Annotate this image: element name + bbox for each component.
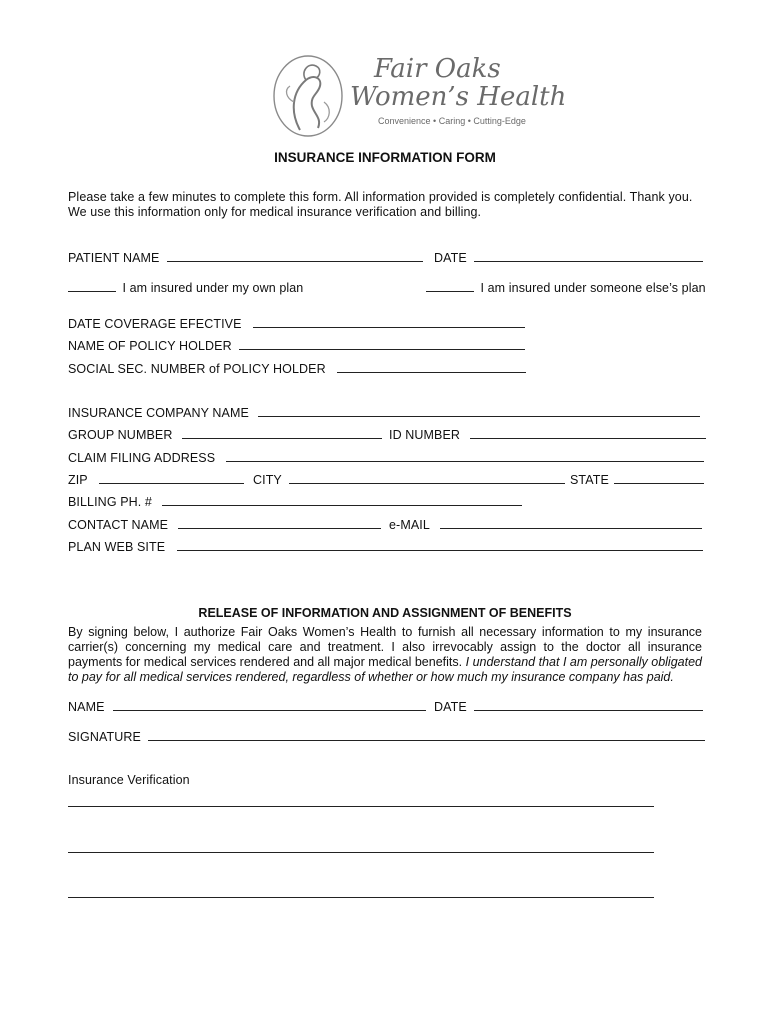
verification-line-3[interactable]: [68, 886, 654, 898]
verification-label: Insurance Verification: [68, 773, 190, 787]
signoff-name-field[interactable]: [113, 699, 426, 711]
group-number-field[interactable]: [182, 427, 382, 439]
own-plan-option: [68, 280, 303, 295]
holder-name-label: NAME OF POLICY HOLDER: [68, 339, 232, 353]
claim-address-field[interactable]: [226, 450, 704, 462]
intro-line-1: Please take a few minutes to complete this form. All information provided is completely confidential. Thank you.: [68, 190, 693, 204]
state-field[interactable]: [614, 472, 704, 484]
patient-date-row: [434, 250, 703, 265]
signature-row: [68, 729, 705, 744]
logo-line-2: Women’s Health: [350, 82, 567, 112]
patient-name-row: [68, 250, 423, 265]
logo-line-1: Fair Oaks: [374, 54, 501, 84]
plan-website-label: PLAN WEB SITE: [68, 540, 166, 554]
patient-name-label: PATIENT NAME: [68, 251, 160, 265]
logo: [270, 52, 567, 142]
release-body: By signing below, I authorize Fair Oaks Women’s Health to furnish all necessary information to my insurance carrier(s) concerning my medical care and treatment. I also irrevocably assign to the doctor all insurance payments for medical services rendered and all major medical benefits.: [68, 625, 702, 669]
email-label: e-MAIL: [389, 518, 430, 532]
holder-name-field[interactable]: [239, 338, 525, 350]
contact-name-label: CONTACT NAME: [68, 518, 169, 532]
verification-line-1[interactable]: [68, 795, 654, 807]
zip-field[interactable]: [99, 472, 244, 484]
holder-name-row: [68, 338, 525, 353]
signoff-date-field[interactable]: [474, 699, 703, 711]
release-paragraph: [68, 625, 702, 685]
claim-address-row: [68, 450, 704, 465]
state-row: [570, 472, 704, 487]
signoff-name-label: NAME: [68, 700, 105, 714]
email-row: [389, 517, 702, 532]
coverage-date-row: [68, 316, 525, 331]
release-body-italic: I understand that I am personally obligated to pay for all medical services rendered, regardless of whether or how much my insurance company has paid.: [68, 655, 702, 684]
billing-phone-field[interactable]: [162, 494, 522, 506]
release-heading: RELEASE OF INFORMATION AND ASSIGNMENT OF BENEFITS: [198, 606, 572, 620]
patient-date-label: DATE: [434, 251, 467, 265]
holder-ssn-row: [68, 361, 526, 376]
insurance-company-field[interactable]: [258, 405, 700, 417]
plan-website-row: [68, 539, 703, 554]
claim-address-label: CLAIM FILING ADDRESS: [68, 451, 216, 465]
coverage-date-label: DATE COVERAGE EFECTIVE: [68, 317, 242, 331]
other-plan-label: I am insured under someone else’s plan: [480, 281, 706, 295]
id-number-field[interactable]: [470, 427, 706, 439]
id-number-row: [389, 427, 706, 442]
email-field[interactable]: [440, 517, 702, 529]
billing-phone-row: [68, 494, 522, 509]
state-label: STATE: [570, 473, 609, 487]
verification-line-2[interactable]: [68, 841, 654, 853]
zip-label: ZIP: [68, 473, 88, 487]
id-number-label: ID NUMBER: [389, 428, 461, 442]
insurance-company-label: INSURANCE COMPANY NAME: [68, 406, 249, 420]
logo-emblem-icon: [270, 52, 350, 140]
own-plan-field[interactable]: [68, 280, 116, 292]
patient-name-field[interactable]: [167, 250, 423, 262]
city-row: [253, 472, 565, 487]
signoff-name-row: [68, 699, 426, 714]
signature-label: SIGNATURE: [68, 730, 141, 744]
insurance-company-row: [68, 405, 700, 420]
city-label: CITY: [253, 473, 282, 487]
own-plan-label: I am insured under my own plan: [122, 281, 304, 295]
holder-ssn-field[interactable]: [337, 361, 526, 373]
logo-tagline: Convenience • Caring • Cutting-Edge: [378, 116, 526, 126]
contact-name-row: [68, 517, 381, 532]
group-number-row: [68, 427, 382, 442]
signoff-date-label: DATE: [434, 700, 467, 714]
intro-line-2: We use this information only for medical insurance verification and billing.: [68, 205, 482, 219]
holder-ssn-label: SOCIAL SEC. NUMBER of POLICY HOLDER: [68, 362, 326, 376]
zip-row: [68, 472, 244, 487]
billing-phone-label: BILLING PH. #: [68, 495, 152, 509]
contact-name-field[interactable]: [178, 517, 381, 529]
signature-field[interactable]: [148, 729, 705, 741]
city-field[interactable]: [289, 472, 565, 484]
form-title: INSURANCE INFORMATION FORM: [274, 150, 496, 165]
signoff-date-row: [434, 699, 703, 714]
coverage-date-field[interactable]: [253, 316, 525, 328]
plan-website-field[interactable]: [177, 539, 703, 551]
patient-date-field[interactable]: [474, 250, 703, 262]
group-number-label: GROUP NUMBER: [68, 428, 173, 442]
other-plan-option: [426, 280, 706, 295]
other-plan-field[interactable]: [426, 280, 474, 292]
